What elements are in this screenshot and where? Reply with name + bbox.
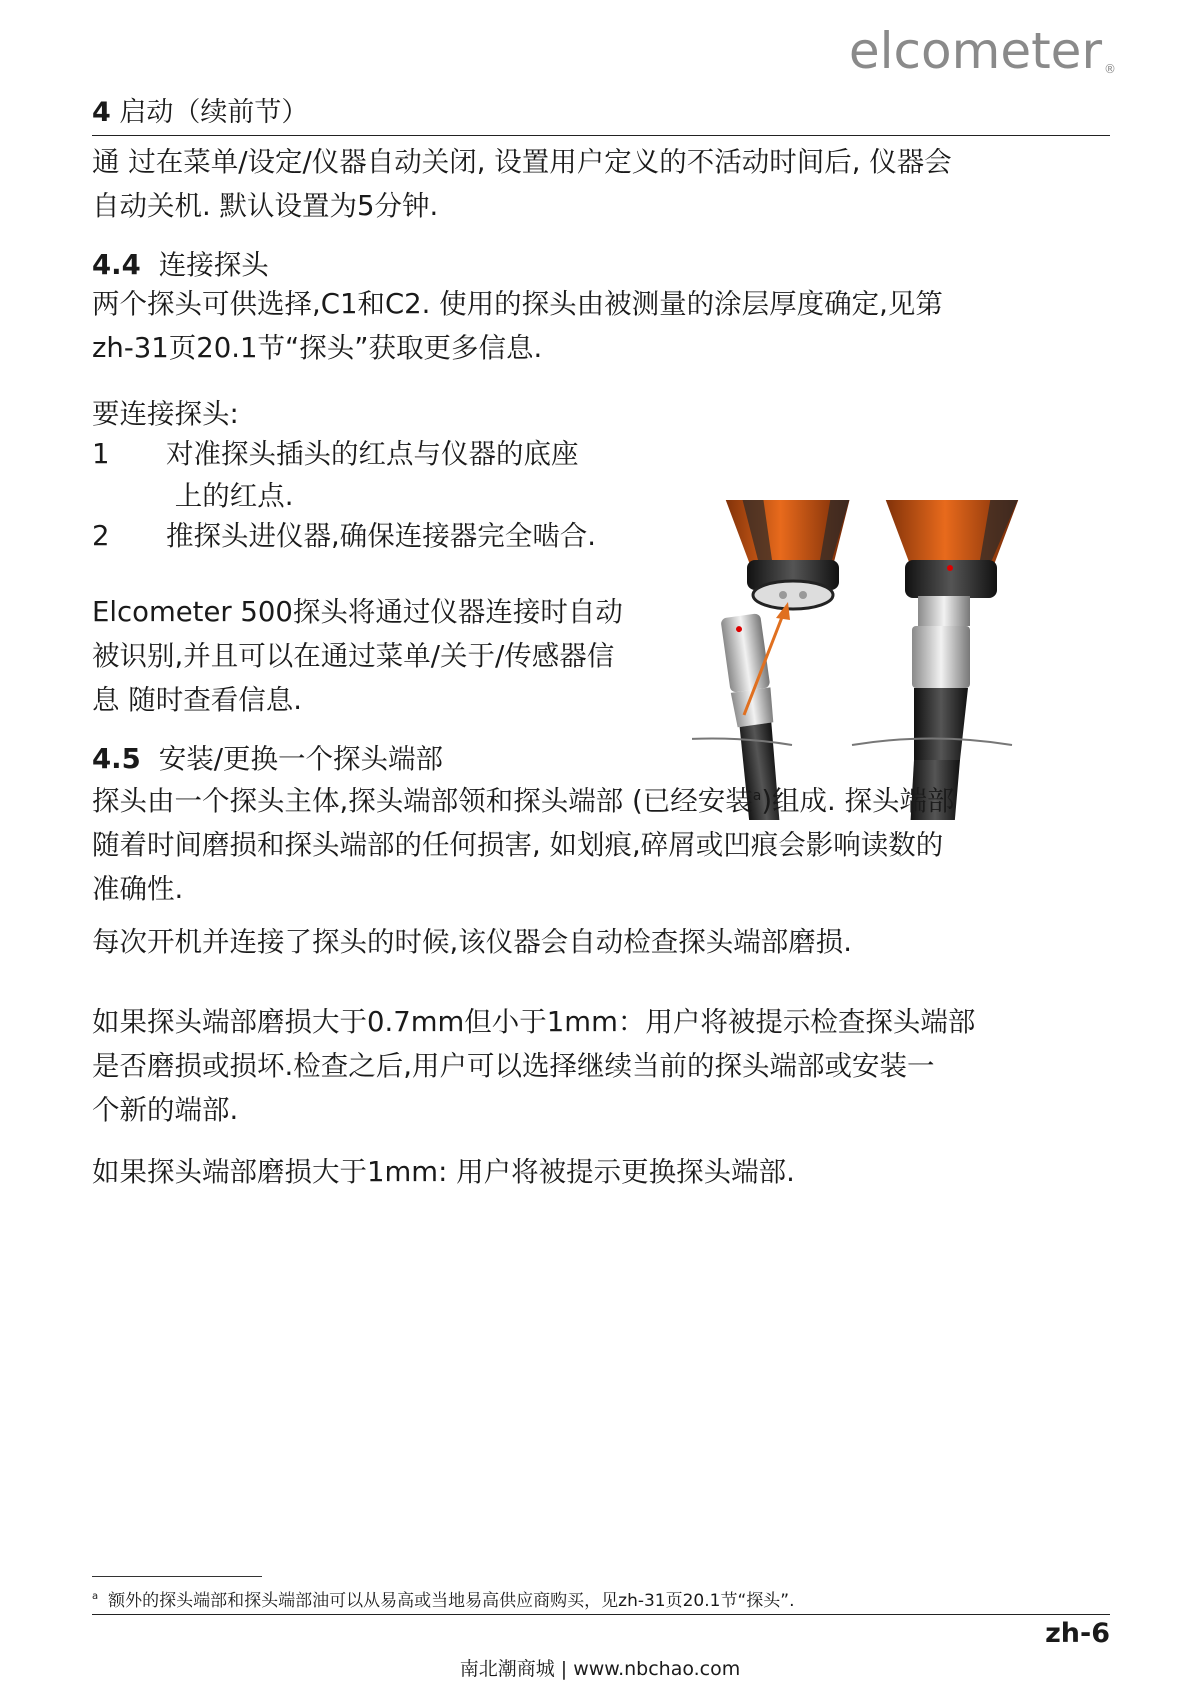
site-footer: 南北潮商城 | www.nbchao.com (459, 1658, 741, 1680)
s44-paragraph-1: 两个探头可供选择,C1和C2. 使用的探头由被测量的涂层厚度确定,见第 zh-31页20.1节“探头”获取更多信息. (92, 288, 943, 364)
s45-paragraph-3: 如果探头端部磨损大于0.7mm但小于1mm：用户将被提示检查探头端部 是否磨损或损坏.检查之后,用户可以选择继续当前的探头端部或安装一 个新的端部. (92, 1006, 976, 1126)
s44-lead: 要连接探头: (92, 398, 239, 430)
step-1: 1 对准探头插头的红点与仪器的底座 上的红点. (92, 438, 579, 512)
s45-paragraph-4: 如果探头端部磨损大于1mm: 用户将被提示更换探头端部. (92, 1156, 795, 1188)
page-number: zh-6 (1045, 1618, 1110, 1649)
intro-paragraph: 通 过在菜单/设定/仪器自动关闭, 设置用户定义的不活动时间后, 仪器会 自动关机. 默认设置为5分钟. (92, 146, 952, 222)
gauge-left (722, 500, 852, 609)
footnote-rule (92, 1576, 262, 1577)
section-header: 4 启动（续前节） (92, 90, 1110, 136)
s45-paragraph-1: 探头由一个探头主体,探头端部领和探头端部 (已经安装$^a$)组成. 探头端部 随着时间磨损和探头端部的任何损害, 如划痕,碎屑或凹痕会影响读数的 准确性. (92, 785, 955, 906)
heading-4-5: 4.5 安装/更换一个探头端部 (92, 743, 443, 775)
elcometer-logo: elcometer ® (848, 22, 1116, 80)
s44-paragraph-2: Elcometer 500探头将通过仪器连接时自动 被识别,并且可以在通过菜单/关于/传感器信 息 随时查看信息. (92, 596, 623, 716)
gauge-right (882, 500, 1022, 598)
footnote: $^a$ 额外的探头端部和探头端部油可以从易高或当地易高供应商购买，见zh-31页20.1节“探头”. (92, 1591, 795, 1611)
s45-paragraph-2: 每次开机并连接了探头的时候,该仪器会自动检查探头端部磨损. (92, 926, 852, 958)
probe-connection-illustration (692, 500, 1112, 820)
heading-4-4: 4.4 连接探头 (92, 249, 269, 281)
page-rule (92, 1614, 1110, 1615)
step-2: 2 推探头进仪器,确保连接器完全啮合. (92, 520, 596, 552)
